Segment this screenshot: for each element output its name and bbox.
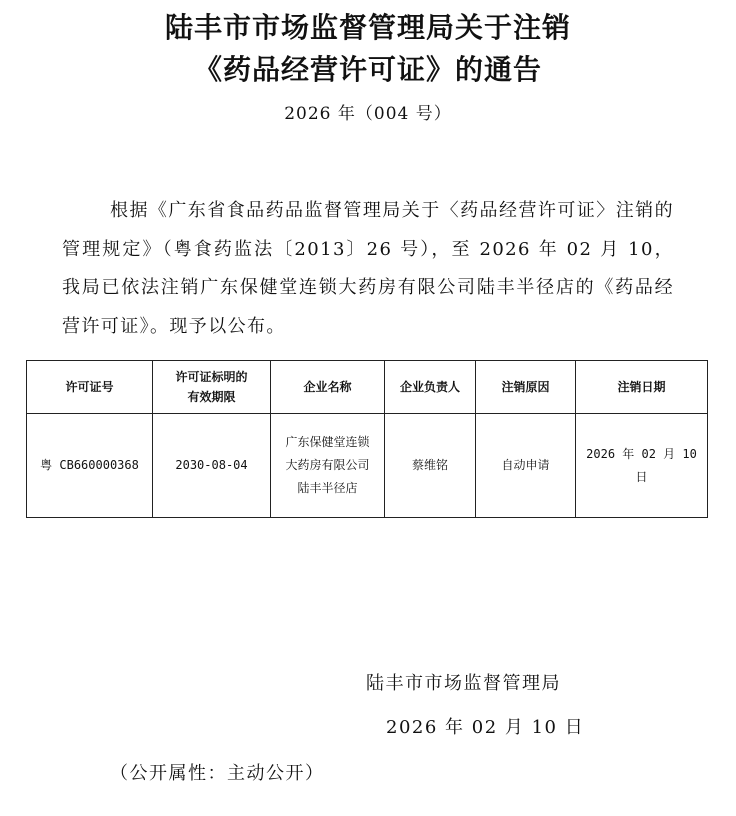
table-header-row [27,361,708,414]
cell-company [271,414,385,518]
notice-title-line-1: 陆丰市市场监督管理局关于注销 [164,11,571,44]
issue-date: 2026 年 02 月 10 日 [386,717,585,738]
cell-date-line-1: 2026 年 02 月 10 [586,446,697,461]
header-date: 注销日期 [576,361,708,414]
issuing-authority: 陆丰市市场监督管理局 [366,673,561,694]
notice-title-line-2: 《药品经营许可证》的通告 [193,53,542,86]
cell-company-line-2: 大药房有限公司 [285,458,370,472]
disclosure-attribute: （公开属性：主动公开） [110,763,325,784]
header-company: 企业名称 [271,361,385,414]
notice-body: 根据《广东省食品药品监督管理局关于〈药品经营许可证〉注销的管理规定》（粤食药监法〔2013〕26 号），至 2026 年 02 月 10，我局已依法注销广东保健堂连锁大药房有限公司陆丰半径店的《药品经营许可证》。现予以公布。 [62,200,674,337]
cell-validity: 2030-08-04 [153,414,271,518]
header-person: 企业负责人 [385,361,476,414]
header-validity [153,361,271,414]
header-validity-line-2: 有效期限 [187,390,236,404]
cell-company-line-1: 广东保健堂连锁 [285,435,370,449]
cell-reason: 自动申请 [476,414,576,518]
header-reason: 注销原因 [476,361,576,414]
table-row [27,414,708,518]
revocation-table [26,360,708,518]
cell-person: 蔡维铭 [385,414,476,518]
cell-date-line-2: 日 [635,469,648,484]
header-validity-line-1: 许可证标明的 [175,370,248,384]
header-license-no: 许可证号 [27,361,153,414]
cell-date [576,414,708,518]
document-number: 2026 年（004 号） [284,104,452,124]
cell-company-line-3: 陆丰半径店 [297,481,358,495]
cell-license-no: 粤 CB660000368 [27,414,153,518]
